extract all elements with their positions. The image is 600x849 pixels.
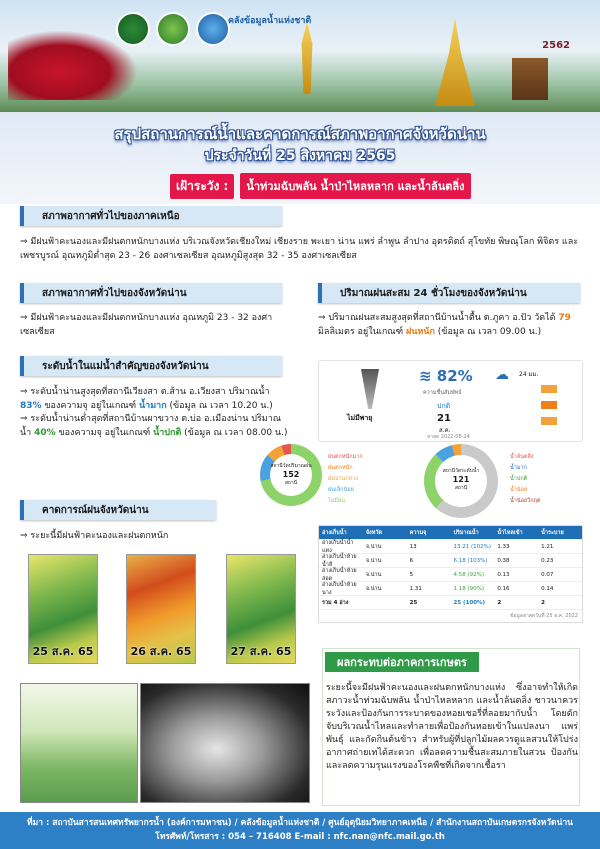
river-item-1-c: (ข้อมูล ณ เวลา 10.20 น.)	[166, 400, 273, 411]
table-cell: 0.38	[497, 557, 510, 564]
forecast-map-day1	[28, 554, 98, 664]
page-date: ประจำวันที่ 25 สิงหาคม 2565	[204, 148, 396, 164]
river-item-2-c: (ข้อมูล ณ เวลา 08.00 น.)	[181, 427, 288, 438]
rain-legend-item: ฝนตกหนัก	[328, 465, 353, 471]
rain-level-bar-1	[541, 385, 557, 393]
agriculture-header: ผลกระทบต่อภาคการเกษตร	[325, 652, 479, 672]
rain-cloud-icon: ☁	[495, 367, 509, 383]
rain-24h-value: 79	[558, 313, 571, 323]
weather-summary-panel	[318, 360, 583, 442]
rain-legend-item: ฝนปานกลาง	[328, 476, 358, 482]
water-data-logo	[196, 12, 230, 46]
table-cell: 5	[409, 571, 414, 578]
table-cell: จ.น่าน	[365, 585, 382, 592]
rain-24h-text-b: มิลลิเมตร อยู่ในเกณฑ์	[318, 326, 406, 337]
rain-24h-level: ฝนหนัก	[405, 326, 435, 337]
rain-total: 24 มม.	[519, 371, 539, 378]
table-cell: จ.น่าน	[365, 571, 382, 578]
north-weather-text	[20, 236, 582, 263]
title-block	[0, 112, 600, 204]
arrow-icon: ⇒	[20, 387, 31, 397]
reservoir-table	[318, 525, 583, 623]
river-item-2	[20, 413, 290, 440]
rain-24h-header: ปริมาณฝนสะสม 24 ชั่วโมงของจังหวัดน่าน	[318, 283, 580, 303]
table-header: น้ำระบาย	[541, 529, 564, 536]
north-weather-body: มีฝนฟ้าคะนองและมีฝนตกหนักบางแห่ง บริเวณจังหวัดเชียงใหม่ เชียงราย พะเยา น่าน แพร่ ลำพูน ลำปาง อุตรดิตถ์ สุโขทัย พิษณุโลก พิจิตร และเพชรบูรณ์ อุณหภูมิต่ำสุด 23 - 26 องศาเซลเซียส อุณหภูมิสูงสุด 32 - 35 องศาเซลเซียส	[20, 237, 579, 261]
humidity-value	[419, 367, 473, 385]
alert-banner	[170, 174, 471, 198]
water-data-logo-text: คลังข้อมูลน้ำแห่งชาติ	[228, 16, 312, 26]
forecast-map-day3	[226, 554, 296, 664]
agency-logo-2	[156, 12, 190, 46]
table-cell: 2	[541, 599, 545, 606]
forecast-map-label: 26 ส.ค. 65	[130, 645, 192, 658]
date-updated: ล่าสุด 2022-08-24	[427, 434, 470, 440]
satellite-cloud-image	[140, 683, 310, 803]
page-title: สรุปสถานการณ์น้ำและคาดการณ์สภาพอากาศจังหวัดน่าน	[114, 125, 486, 143]
river-item-1-level: น้ำมาก	[139, 400, 167, 411]
water-station-label: สถานีวัดระดับน้ำ	[442, 468, 480, 474]
agriculture-text: ระยะนี้จะมีฝนฟ้าคะนองและฝนตกหนักบางแห่ง ซึ่งอาจทำให้เกิดสภาวะน้ำท่วมฉับพลัน น้ำป่าไหลหลาก และน้ำล้นตลิ่ง ชาวนาควรระวังและป้องกันการระบาดของหอยเชอรี่ที่ลอยมากับน้ำ โดยดักจับบริเวณน้ำไหลและทำลายเพื่อป้องกันหอยเข้าในแปลงนา แพร่พันธุ์ และกัดกินต้นข้าว สำหรับผู้ที่ปลูกไม้ผลควรดูแลสวนให้โปร่ง อากาศถ่ายเทได้สะดวก เพื่อลดความชื้นสะสมภายในสวน ป้องกันและลดความรุนแรงของโรคพืชที่เกิดจากเชื้อรา	[326, 683, 578, 771]
river-item-1-a: ระดับน้ำน่านสูงสุดที่สถานีเวียงสา ต.ส้าน อ.เวียงสา ปริมาณน้ำ	[30, 387, 270, 397]
rain-legend-item: ฝนเล็กน้อย	[328, 487, 354, 493]
table-header: น้ำไหลเข้า	[497, 529, 523, 536]
forecast-map-day2	[126, 554, 196, 664]
water-legend-item: น้ำน้อยวิกฤต	[510, 498, 541, 504]
table-cell: 1.21	[541, 543, 554, 550]
footer-contact: โทรศัพท์/โทรสาร : 054 – 716408 E-mail : nfc.nan@nfc.mail.go.th	[155, 832, 445, 842]
rain-legend-item: ฝนตกหนักมาก	[328, 454, 363, 460]
table-cell: 6	[409, 557, 414, 564]
rain-station-donut	[260, 444, 322, 506]
storm-status: ไม่มีพายุ	[347, 414, 373, 422]
rain-legend-item: ไม่มีฝน	[328, 498, 345, 504]
rain-station-donut-center	[270, 454, 312, 496]
province-weather-text	[20, 312, 290, 339]
table-header: ปริมาณน้ำ	[453, 529, 479, 536]
date-number: 21	[437, 413, 451, 424]
table-cell: 0.07	[541, 571, 554, 578]
storm-icon	[361, 369, 379, 409]
arrow-icon: ⇒	[318, 313, 329, 323]
header-banner	[0, 0, 600, 112]
table-cell: 0.13	[497, 571, 510, 578]
rain-station-count: 152	[282, 470, 300, 479]
rain-24h-text-a: ปริมาณฝนสะสมสูงสุดที่สถานีบ้านน้ำตื้น ต.ภูคา อ.ปัว วัดได้	[328, 313, 559, 323]
water-station-unit: สถานี	[454, 485, 468, 491]
date-month: ส.ค.	[439, 427, 451, 434]
water-legend-item: น้ำมาก	[510, 465, 527, 471]
table-cell: 25	[409, 599, 418, 606]
forecast-body: ระยะนี้มีฝนฟ้าคะนองและฝนตกหนัก	[30, 531, 169, 541]
water-legend	[510, 452, 540, 507]
water-legend-item: น้ำปกติ	[510, 476, 528, 482]
table-cell: 0.23	[541, 557, 554, 564]
table-header: จังหวัด	[365, 529, 383, 536]
water-legend-item: น้ำน้อย	[510, 487, 528, 493]
table-total-row	[319, 596, 582, 610]
humidity-number: 82%	[436, 367, 473, 385]
table-cell: อ่างเก็บน้ำห้วยนาง	[322, 581, 357, 596]
table-cell: 25 (100%)	[453, 599, 486, 606]
alert-tag: เฝ้าระวัง :	[170, 174, 234, 199]
table-cell: จ.น่าน	[365, 543, 382, 550]
table-cell: 4.58 (92%)	[453, 571, 484, 578]
footer-source: ที่มา : สถาบันสารสนเทศทรัพยากรน้ำ (องค์การมหาชน) / คลังข้อมูลน้ำแห่งชาติ / ศูนย์อุตุนิยมวิทยาภาคเหนือ / สำนักงานสถาบันเกษตรกรจังหวัดน่าน	[27, 818, 573, 828]
river-level-header: ระดับน้ำในแม่น้ำสำคัญของจังหวัดน่าน	[20, 356, 282, 376]
arrow-icon: ⇒	[20, 531, 31, 541]
golden-pagoda-image	[430, 18, 480, 106]
footer	[0, 812, 600, 849]
humidity-icon: ≋	[419, 367, 437, 385]
table-cell: อ่างเก็บน้ำน้ำแหง	[322, 539, 354, 554]
rain-level-bar-2	[541, 401, 557, 409]
temple-image	[512, 58, 548, 100]
river-item-1-pct: 83%	[20, 400, 42, 411]
table-cell: 1.18 (90%)	[453, 585, 484, 592]
table-cell: 13.21 (102%)	[453, 543, 491, 550]
table-cell: 13	[409, 543, 417, 550]
table-cell: 0.16	[497, 585, 510, 592]
table-cell: 2	[497, 599, 502, 606]
arrow-icon: ⇒	[20, 313, 31, 323]
water-legend-item: น้ำล้นตลิ่ง	[510, 454, 534, 460]
river-item-2-level: น้ำปกติ	[153, 427, 182, 438]
buddha-statue-image	[298, 22, 316, 94]
naga-boat-image	[8, 30, 138, 100]
north-weather-header: สภาพอากาศทั่วไปของภาคเหนือ	[20, 206, 282, 226]
alert-text: น้ำท่วมฉับพลัน น้ำป่าไหลหลาก และน้ำล้นตลิ่ง	[240, 173, 470, 199]
table-cell: 1.33	[497, 543, 510, 550]
table-row[interactable]	[319, 582, 582, 596]
forecast-header: คาดการณ์ฝนจังหวัดน่าน	[20, 500, 216, 520]
rain-level-bar-3	[541, 417, 557, 425]
river-level-text	[20, 386, 290, 440]
rain-legend	[328, 452, 363, 507]
water-station-donut	[424, 444, 498, 518]
province-weather-header: สภาพอากาศทั่วไปของจังหวัดน่าน	[20, 283, 282, 303]
table-cell: อ่างเก็บน้ำห้วยน้ำลี	[322, 553, 357, 568]
table-cell: 6.18 (103%)	[453, 557, 488, 564]
arrow-icon: ⇒	[20, 414, 31, 424]
agency-logo-1	[116, 12, 150, 46]
rain-24h-text-c: (ข้อมูล ณ เวลา 09.00 น.)	[434, 326, 542, 337]
river-item-2-a: ระดับน้ำน่านต่ำสุดที่สถานีบ้านผาขวาง ต.บ่อ อ.เมืองน่าน ปริมาณน้ำ	[20, 414, 282, 438]
province-weather-body: มีฝนฟ้าคะนองและมีฝนตกหนักบางแห่ง อุณหภูมิ 23 - 32 องศาเซลเซียส	[20, 313, 273, 337]
table-cell: 0.14	[541, 585, 554, 592]
arrow-icon: ⇒	[20, 237, 31, 247]
water-station-count: 121	[452, 475, 470, 484]
rain-station-label: สถานีวัดปริมาณฝน	[270, 463, 312, 469]
weather-status: ปกติ	[437, 402, 451, 410]
rain-station-unit: สถานี	[284, 480, 298, 486]
table-cell: 1.31	[409, 585, 422, 592]
water-station-donut-center	[435, 455, 487, 507]
rain-24h-text	[318, 312, 580, 339]
table-header: ความจุ	[409, 529, 427, 536]
table-cell: รวม 4 อ่าง	[322, 599, 349, 606]
year-badge: 2562	[542, 40, 570, 51]
forecast-map-label: 27 ส.ค. 65	[230, 645, 292, 658]
river-item-2-b: ของความจุ อยู่ในเกณฑ์	[55, 427, 154, 438]
forecast-text	[20, 530, 290, 544]
river-item-1	[20, 386, 290, 413]
river-item-1-b: ของความจุ อยู่ในเกณฑ์	[41, 400, 139, 411]
table-cell: จ.น่าน	[365, 557, 382, 564]
table-updated: ข้อมูลล่าสุดวันที่ 25 ส.ค. 2022	[510, 613, 578, 619]
thailand-rain-map	[20, 683, 138, 803]
table-cell: อ่างเก็บน้ำห้วยสอด	[322, 567, 357, 582]
humidity-label: ความชื้นสัมพัทธ์	[423, 390, 462, 396]
forecast-map-label: 25 ส.ค. 65	[32, 645, 94, 658]
river-item-2-pct: 40%	[34, 427, 56, 438]
table-header: อ่างเก็บน้ำ	[322, 529, 347, 536]
